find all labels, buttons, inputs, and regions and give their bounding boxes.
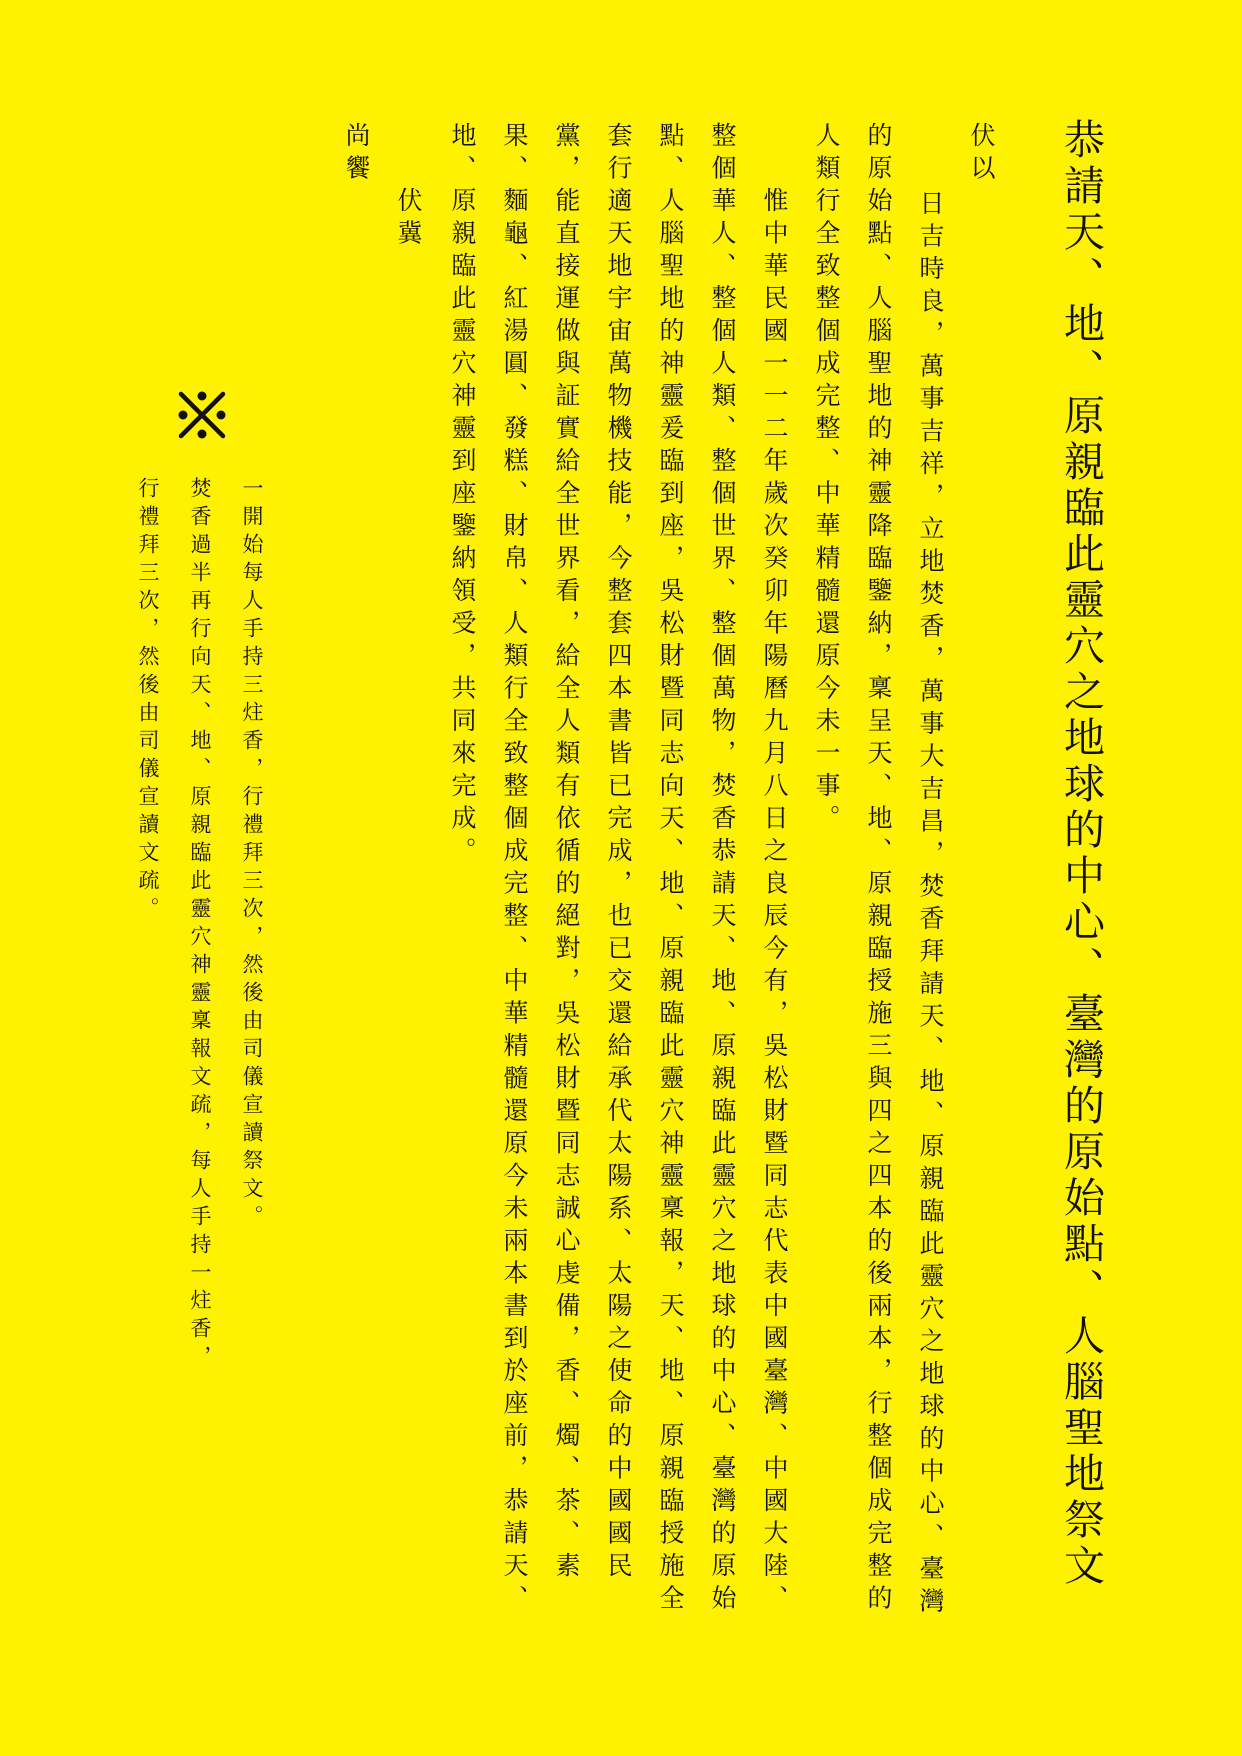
closing-shangxiang: 尚饗 <box>342 122 371 187</box>
body-column: 點、人腦聖地的神靈爰臨到座，吳松財暨同志向天、地、原親臨此靈穴神靈稟報，天、地、原親臨授施全 <box>656 122 685 1617</box>
intro-heading: 伏以 <box>967 122 996 187</box>
ritual-note: 一開始每人手持三炷香，行禮拜三次，然後由司儀宣讀祭文。 <box>240 477 264 1233</box>
body-column: 果、麵龜、紅湯圓、發糕、財帛、人類行全致整個成完整、中華精髓還原今未兩本書到於座前，恭請天、 <box>500 122 529 1617</box>
closing-fuji: 伏冀 <box>394 187 423 252</box>
body-column: 整個華人、整個人類、整個世界、整個萬物，焚香恭請天、地、原親臨此靈穴之地球的中心、臺灣的原始 <box>708 122 737 1617</box>
ritual-note: 焚香過半再行向天、地、原親臨此靈穴神靈稟報文疏，每人手持一炷香， <box>188 477 212 1373</box>
reference-mark-icon <box>175 388 229 442</box>
body-column: 的原始點、人腦聖地的神靈降臨鑒納，稟呈天、地、原親臨授施三與四之四本的後兩本，行整個成完整的 <box>864 122 893 1617</box>
body-column: 黨，能直接運做與証實給全世界看，給全人類有依循的絕對，吳松財暨同志誠心虔備，香、燭、茶、素 <box>552 122 581 1585</box>
body-column: 套行適天地宇宙萬物機技能，今整套四本書皆已完成，也已交還給承代太陽系、太陽之使命的中國國民 <box>604 122 633 1585</box>
ritual-note: 行禮拜三次，然後由司儀宣讀文疏。 <box>136 477 160 925</box>
document-title: 恭請天、地、原親臨此靈穴之地球的中心、臺灣的原始點、人腦聖地祭文 <box>1057 118 1105 1590</box>
body-column: 地、原親臨此靈穴神靈到座鑒納領受，共同來完成。 <box>448 122 477 870</box>
body-column: 惟中華民國一一二年歲次癸卯年陽曆九月八日之良辰今有，吳松財暨同志代表中國臺灣、中國大陸、 <box>760 187 789 1617</box>
body-column: 日吉時良，萬事吉祥，立地焚香，萬事大吉昌，焚香拜請天、地、原親臨此靈穴之地球的中心、臺灣 <box>916 190 945 1620</box>
body-column: 人類行全致整個成完整、中華精髓還原今未一事。 <box>812 122 841 837</box>
